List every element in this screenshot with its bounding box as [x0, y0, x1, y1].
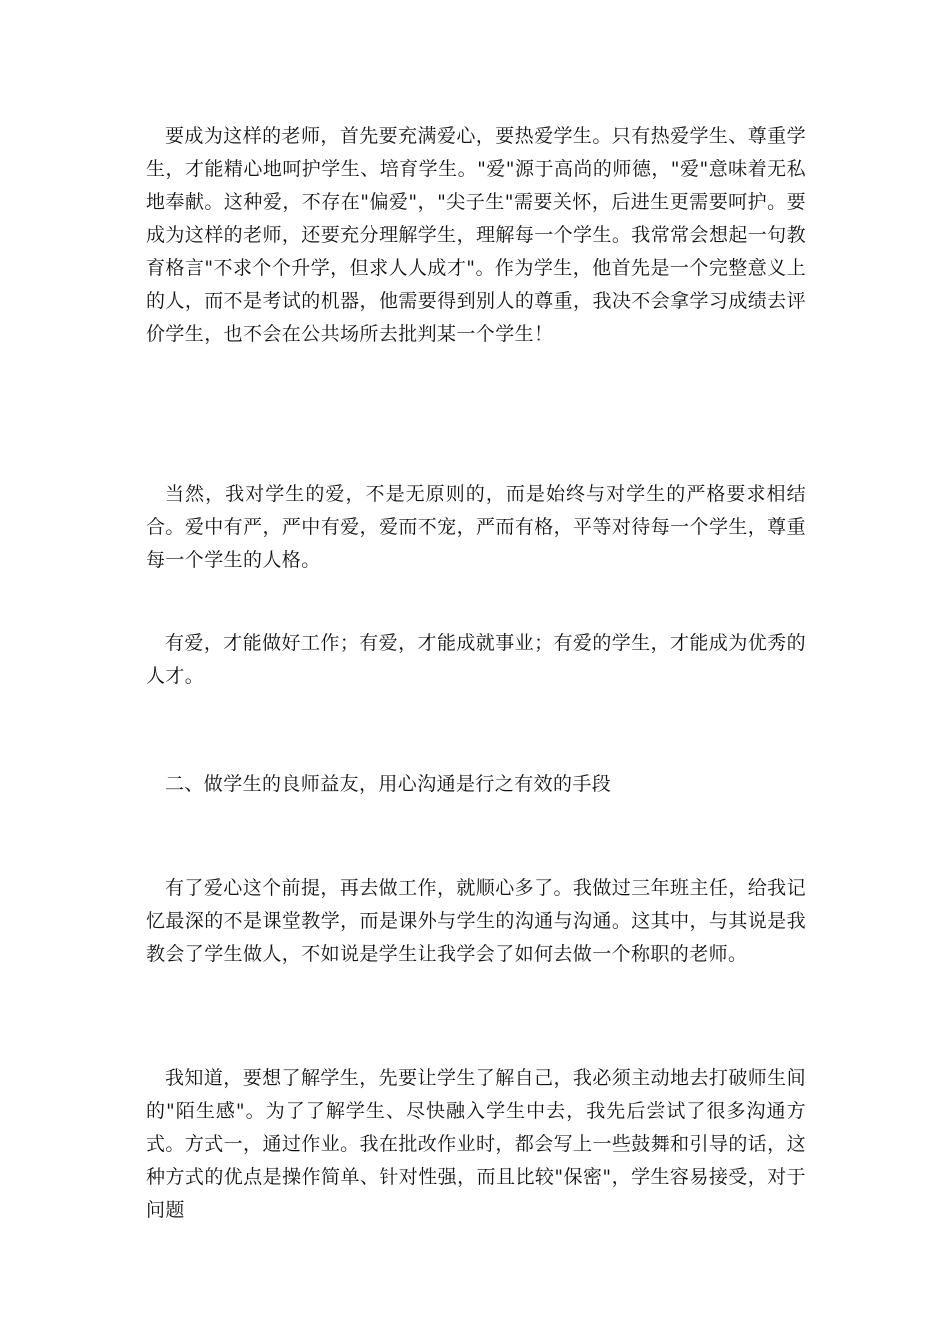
section-heading-mentor: 二、做学生的良师益友，用心沟通是行之有效的手段: [165, 773, 612, 795]
paragraph-head-teacher: 有了爱心这个前提，再去做工作，就顺心多了。我做过三年班主任，给我记忆最深的不是课堂教学，而是课外与学生的沟通与沟通。这其中，与其说是我教会了学生做人，不如说是学生让我学会了如何去做一个称职的老师。: [146, 877, 806, 965]
paragraph-love-summary: 有爱，才能做好工作；有爱，才能成就事业；有爱的学生，才能成为优秀的人才。: [146, 632, 806, 687]
paragraph-communication: 我知道，要想了解学生，先要让学生了解自己，我必须主动地去打破师生间的"陌生感"。为了了解学生、尽快融入学生中去，我先后尝试了很多沟通方式。方式一，通过作业。我在批改作业时，都会写上一些鼓舞和引导的话，这种方式的优点是操作简单、针对性强，而且比较"保密"，学生容易接受，对于问题: [146, 1067, 806, 1221]
paragraph-strict-love: 当然，我对学生的爱，不是无原则的，而是始终与对学生的严格要求相结合。爱中有严，严中有爱，爱而不宠，严而有格，平等对待每一个学生，尊重每一个学生的人格。: [146, 483, 806, 571]
paragraph-love-students: 要成为这样的老师，首先要充满爱心，要热爱学生。只有热爱学生、尊重学生，才能精心地呵护学生、培育学生。"爱"源于高尚的师德，"爱"意味着无私地奉献。这种爱，不存在"偏爱"，"尖子生"需要关怀，后进生更需要呵护。要成为这样的老师，还要充分理解学生，理解每一个学生。我常常会想起一句教育格言"不求个个升学，但求人人成才"。作为学生，他首先是一个完整意义上的人，而不是考试的机器，他需要得到别人的尊重，我决不会拿学习成绩去评价学生，也不会在公共场所去批判某一个学生！: [146, 125, 806, 345]
